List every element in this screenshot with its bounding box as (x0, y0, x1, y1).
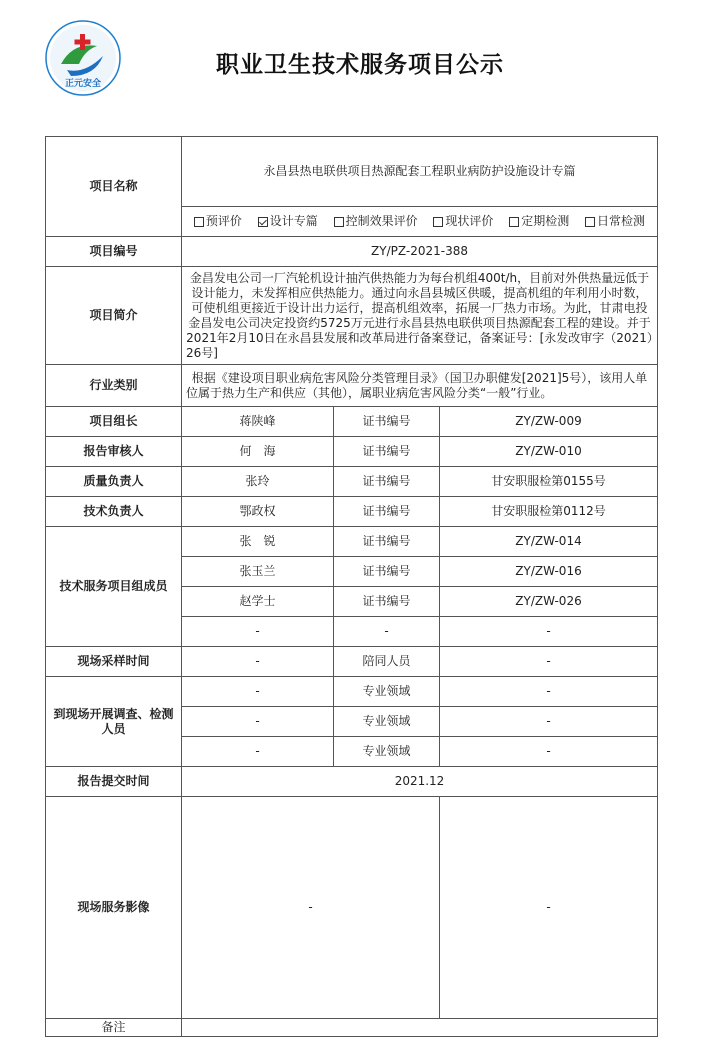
survey-label: 到现场开展调查、检测人员 (46, 677, 182, 767)
personnel-cert: ZY/ZW-010 (440, 437, 658, 467)
checkbox-icon (433, 217, 443, 227)
cert-label: 证书编号 (334, 437, 440, 467)
project-type-label: 预评价 (205, 214, 242, 228)
personnel-name: 何 海 (182, 437, 334, 467)
report-row (46, 767, 658, 797)
project-type-options (186, 214, 653, 229)
project-type-option (433, 214, 493, 229)
image-placeholder-left: - (182, 797, 440, 1019)
logo-text: 正元安全 (64, 79, 102, 89)
project-summary-value: 金昌发电公司一厂汽轮机设计抽汽供热能力为每台机组400t/h，目前对外供热量远低于设计能力，未发挥相应供热能力。通过向永昌县城区供暖，提高机组的年利用小时数，可使机组更接近于设计出力运行，提高机组效率，拓展一厂热力市场。为此，甘肃电投金昌发电公司决定投资约5725万元进行永昌县热电联供项目热源配套工程的建设。并于2021年2月10日在永昌县发展和改革局进行备案登记，备案证号：[永发改审字（2021）26号] (182, 267, 658, 365)
team-cert-label: 证书编号 (334, 587, 440, 617)
survey-field: - (440, 737, 658, 767)
survey-name: - (182, 707, 334, 737)
personnel-cert: 甘安职服检第0112号 (440, 497, 658, 527)
personnel-role: 项目组长 (46, 407, 182, 437)
personnel-name: 张玲 (182, 467, 334, 497)
sampling-row (46, 647, 658, 677)
industry-label: 行业类别 (46, 365, 182, 407)
accompany-value: - (440, 647, 658, 677)
accompany-label: 陪同人员 (334, 647, 440, 677)
personnel-row (46, 437, 658, 467)
project-info-table (45, 136, 658, 1037)
team-cert-label: 证书编号 (334, 557, 440, 587)
cert-label: 证书编号 (334, 497, 440, 527)
personnel-name: 鄂政权 (182, 497, 334, 527)
checked-box-icon (258, 217, 268, 227)
field-label: 专业领域 (334, 677, 440, 707)
team-member-name: 张 锐 (182, 527, 334, 557)
remarks-label: 备注 (46, 1019, 182, 1037)
personnel-role: 质量负责人 (46, 467, 182, 497)
project-type-option (258, 214, 318, 229)
team-member-cert: ZY/ZW-014 (440, 527, 658, 557)
report-time: 2021.12 (182, 767, 658, 797)
project-name-label: 项目名称 (46, 137, 182, 237)
field-label: 专业领域 (334, 707, 440, 737)
personnel-cert: ZY/ZW-009 (440, 407, 658, 437)
project-type-label: 日常检测 (597, 214, 646, 228)
sampling-time: - (182, 647, 334, 677)
team-member-cert: ZY/ZW-016 (440, 557, 658, 587)
project-type-option (509, 214, 569, 229)
project-name-value: 永昌县热电联供项目热源配套工程职业病防护设施设计专篇 (182, 137, 658, 207)
project-number-label: 项目编号 (46, 237, 182, 267)
team-member-name: - (182, 617, 334, 647)
survey-name: - (182, 737, 334, 767)
remarks-value (182, 1019, 658, 1037)
project-type-option (334, 214, 418, 229)
checkbox-icon (334, 217, 344, 227)
project-type-label: 定期检测 (521, 214, 570, 228)
project-number-row (46, 237, 658, 267)
team-member-row (46, 527, 658, 557)
cert-label: 证书编号 (334, 467, 440, 497)
remarks-row (46, 1019, 658, 1037)
project-type-label: 控制效果评价 (345, 214, 418, 228)
checkbox-icon (585, 217, 595, 227)
industry-value: 根据《建设项目职业病危害风险分类管理目录》（国卫办职健发[2021]5号），该用人单位属于热力生产和供应（其他），属职业病危害风险分类“一般”行业。 (182, 365, 658, 407)
personnel-name: 蒋陕峰 (182, 407, 334, 437)
team-member-cert: - (440, 617, 658, 647)
image-placeholder-right: - (440, 797, 658, 1019)
field-label: 专业领域 (334, 737, 440, 767)
project-summary-label: 项目简介 (46, 267, 182, 365)
checkbox-icon (194, 217, 204, 227)
project-type-option (194, 214, 242, 229)
survey-name: - (182, 677, 334, 707)
page-title: 职业卫生技术服务项目公示 (216, 52, 504, 78)
industry-row (46, 365, 658, 407)
project-name-row (46, 137, 658, 207)
sampling-label: 现场采样时间 (46, 647, 182, 677)
project-number-value: ZY/PZ-2021-388 (182, 237, 658, 267)
team-cert-label: 证书编号 (334, 527, 440, 557)
images-label: 现场服务影像 (46, 797, 182, 1019)
personnel-role: 报告审核人 (46, 437, 182, 467)
personnel-role: 技术负责人 (46, 497, 182, 527)
team-member-cert: ZY/ZW-026 (440, 587, 658, 617)
project-type-label: 现状评价 (445, 214, 494, 228)
project-type-option (585, 214, 645, 229)
team-member-name: 张玉兰 (182, 557, 334, 587)
images-row (46, 797, 658, 1019)
team-member-name: 赵学士 (182, 587, 334, 617)
personnel-row (46, 497, 658, 527)
personnel-row (46, 407, 658, 437)
cert-label: 证书编号 (334, 407, 440, 437)
team-label: 技术服务项目组成员 (46, 527, 182, 647)
project-summary-row (46, 267, 658, 365)
report-label: 报告提交时间 (46, 767, 182, 797)
project-type-label: 设计专篇 (269, 214, 318, 228)
personnel-row (46, 467, 658, 497)
survey-field: - (440, 707, 658, 737)
team-cert-label: - (334, 617, 440, 647)
checkbox-icon (509, 217, 519, 227)
survey-field: - (440, 677, 658, 707)
survey-row (46, 677, 658, 707)
personnel-cert: 甘安职服检第0155号 (440, 467, 658, 497)
